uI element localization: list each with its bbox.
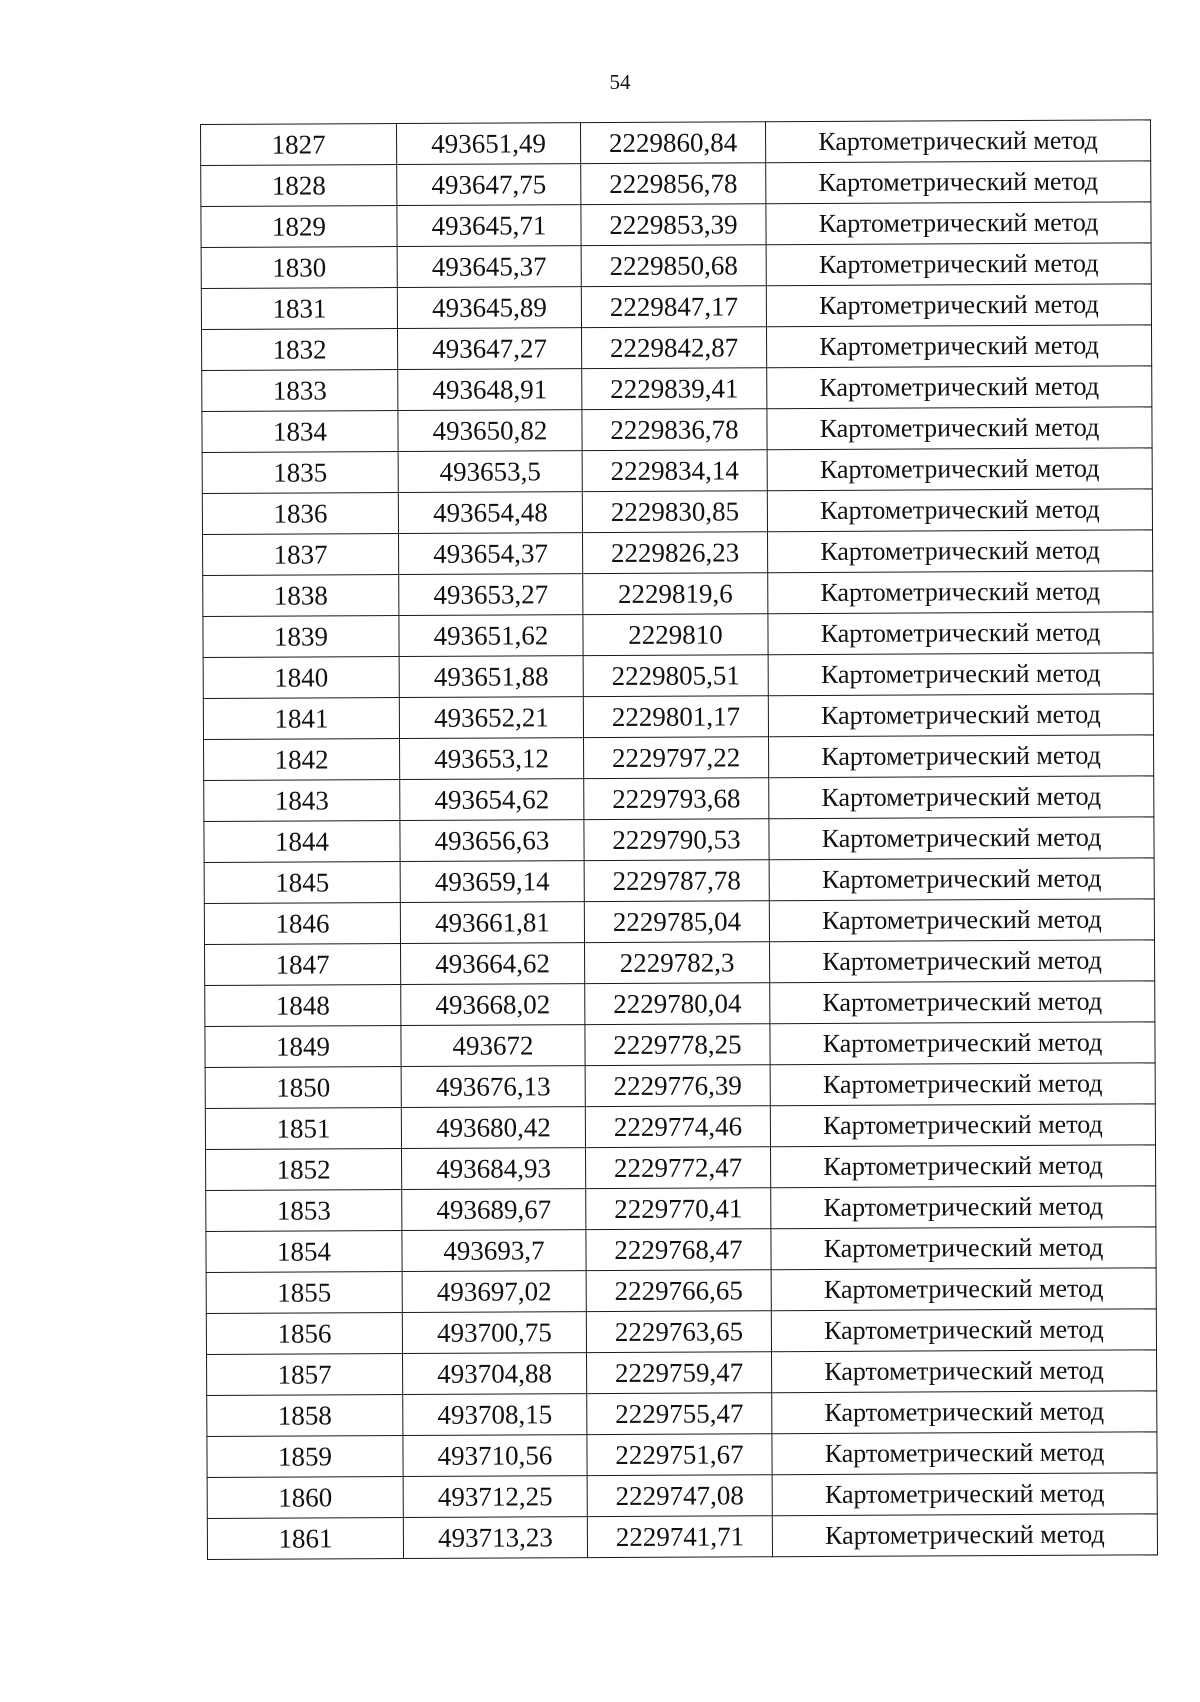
point-number-cell: 1861 (207, 1518, 403, 1560)
y-coordinate-cell: 2229768,47 (586, 1229, 771, 1271)
table-row (201, 243, 1151, 289)
point-number-cell: 1853 (206, 1190, 402, 1232)
point-number-cell: 1857 (207, 1354, 403, 1396)
method-cell: Картометрический метод (772, 1473, 1157, 1516)
method-cell: Картометрический метод (770, 1063, 1155, 1106)
y-coordinate-cell: 2229751,67 (587, 1434, 772, 1476)
x-coordinate-cell: 493651,62 (399, 615, 583, 657)
y-coordinate-cell: 2229836,78 (582, 409, 767, 451)
point-number-cell: 1836 (202, 493, 398, 535)
y-coordinate-cell: 2229842,87 (581, 327, 766, 369)
table-row (204, 776, 1154, 822)
x-coordinate-cell: 493645,37 (397, 246, 581, 288)
point-number-cell: 1831 (201, 288, 397, 330)
table-row (206, 1227, 1156, 1273)
table-row (201, 202, 1151, 248)
y-coordinate-cell: 2229772,47 (586, 1147, 771, 1189)
y-coordinate-cell: 2229830,85 (582, 491, 767, 533)
method-cell: Картометрический метод (771, 1186, 1156, 1229)
point-number-cell: 1837 (203, 534, 399, 576)
table-row (206, 1186, 1156, 1232)
point-number-cell: 1833 (202, 370, 398, 412)
table-row (202, 448, 1152, 494)
table-row (201, 161, 1151, 207)
method-cell: Картометрический метод (766, 161, 1151, 204)
point-number-cell: 1852 (206, 1149, 402, 1191)
method-cell: Картометрический метод (766, 284, 1151, 327)
table-row (204, 735, 1154, 781)
table-row (202, 366, 1152, 412)
y-coordinate-cell: 2229787,78 (584, 860, 769, 902)
method-cell: Картометрический метод (770, 1022, 1155, 1065)
method-cell: Картометрический метод (767, 489, 1152, 532)
x-coordinate-cell: 493647,27 (398, 328, 582, 370)
y-coordinate-cell: 2229770,41 (586, 1188, 771, 1230)
method-cell: Картометрический метод (769, 899, 1154, 942)
table-row (207, 1432, 1157, 1478)
x-coordinate-cell: 493672 (401, 1025, 585, 1067)
table-row (207, 1350, 1157, 1396)
x-coordinate-cell: 493650,82 (398, 410, 582, 452)
method-cell: Картометрический метод (770, 940, 1155, 983)
point-number-cell: 1860 (207, 1477, 403, 1519)
point-number-cell: 1849 (205, 1026, 401, 1068)
x-coordinate-cell: 493697,02 (402, 1271, 586, 1313)
page-number: 54 (609, 70, 631, 94)
x-coordinate-cell: 493648,91 (398, 369, 582, 411)
y-coordinate-cell: 2229805,51 (583, 655, 768, 697)
y-coordinate-cell: 2229755,47 (587, 1393, 772, 1435)
x-coordinate-cell: 493693,7 (402, 1230, 586, 1272)
y-coordinate-cell: 2229790,53 (584, 819, 769, 861)
method-cell: Картометрический метод (765, 120, 1150, 163)
method-cell: Картометрический метод (768, 694, 1153, 737)
x-coordinate-cell: 493712,25 (403, 1476, 587, 1518)
table-row (202, 325, 1152, 371)
y-coordinate-cell: 2229780,04 (585, 983, 770, 1025)
x-coordinate-cell: 493708,15 (403, 1394, 587, 1436)
y-coordinate-cell: 2229819,6 (583, 573, 768, 615)
method-cell: Картометрический метод (771, 1309, 1156, 1352)
table-row (204, 899, 1154, 945)
y-coordinate-cell: 2229810 (583, 614, 768, 656)
point-number-cell: 1830 (201, 247, 397, 289)
method-cell: Картометрический метод (767, 407, 1152, 450)
y-coordinate-cell: 2229856,78 (581, 163, 766, 205)
table-row (206, 1145, 1156, 1191)
table-row (203, 612, 1153, 658)
x-coordinate-cell: 493656,63 (400, 820, 584, 862)
point-number-cell: 1845 (204, 862, 400, 904)
table-row (205, 1063, 1155, 1109)
point-number-cell: 1838 (203, 575, 399, 617)
x-coordinate-cell: 493659,14 (400, 861, 584, 903)
y-coordinate-cell: 2229782,3 (585, 942, 770, 984)
table-row (203, 530, 1153, 576)
y-coordinate-cell: 2229776,39 (585, 1065, 770, 1107)
y-coordinate-cell: 2229759,47 (587, 1352, 772, 1394)
table-row (202, 489, 1152, 535)
table-row (207, 1514, 1157, 1560)
x-coordinate-cell: 493676,13 (401, 1066, 585, 1108)
method-cell: Картометрический метод (769, 858, 1154, 901)
x-coordinate-cell: 493710,56 (403, 1435, 587, 1477)
method-cell: Картометрический метод (766, 325, 1151, 368)
y-coordinate-cell: 2229853,39 (581, 204, 766, 246)
y-coordinate-cell: 2229847,17 (581, 286, 766, 328)
x-coordinate-cell: 493654,48 (398, 492, 582, 534)
method-cell: Картометрический метод (766, 243, 1151, 286)
y-coordinate-cell: 2229793,68 (584, 778, 769, 820)
table-row (204, 858, 1154, 904)
point-number-cell: 1835 (202, 452, 398, 494)
y-coordinate-cell: 2229834,14 (582, 450, 767, 492)
x-coordinate-cell: 493651,88 (399, 656, 583, 698)
method-cell: Картометрический метод (768, 653, 1153, 696)
method-cell: Картометрический метод (768, 612, 1153, 655)
x-coordinate-cell: 493653,12 (400, 738, 584, 780)
point-number-cell: 1828 (201, 165, 397, 207)
point-number-cell: 1848 (205, 985, 401, 1027)
point-number-cell: 1846 (204, 903, 400, 945)
point-number-cell: 1829 (201, 206, 397, 248)
method-cell: Картометрический метод (767, 366, 1152, 409)
table-row (203, 694, 1153, 740)
y-coordinate-cell: 2229785,04 (584, 901, 769, 943)
point-number-cell: 1858 (207, 1395, 403, 1437)
table-row (202, 407, 1152, 453)
coordinates-table (200, 119, 1158, 1560)
y-coordinate-cell: 2229839,41 (582, 368, 767, 410)
method-cell: Картометрический метод (772, 1350, 1157, 1393)
table-row (203, 653, 1153, 699)
method-cell: Картометрический метод (770, 981, 1155, 1024)
table-row (206, 1268, 1156, 1314)
method-cell: Картометрический метод (771, 1227, 1156, 1270)
point-number-cell: 1843 (204, 780, 400, 822)
y-coordinate-cell: 2229766,65 (586, 1270, 771, 1312)
y-coordinate-cell: 2229778,25 (585, 1024, 770, 1066)
table-row (207, 1391, 1157, 1437)
y-coordinate-cell: 2229774,46 (585, 1106, 770, 1148)
point-number-cell: 1840 (203, 657, 399, 699)
x-coordinate-cell: 493652,21 (399, 697, 583, 739)
point-number-cell: 1847 (205, 944, 401, 986)
point-number-cell: 1841 (203, 698, 399, 740)
point-number-cell: 1842 (204, 739, 400, 781)
table-row (205, 1104, 1155, 1150)
table-row (205, 1022, 1155, 1068)
y-coordinate-cell: 2229763,65 (586, 1311, 771, 1353)
x-coordinate-cell: 493684,93 (402, 1148, 586, 1190)
point-number-cell: 1859 (207, 1436, 403, 1478)
point-number-cell: 1854 (206, 1231, 402, 1273)
x-coordinate-cell: 493645,71 (397, 205, 581, 247)
table-row (206, 1309, 1156, 1355)
x-coordinate-cell: 493653,5 (398, 451, 582, 493)
method-cell: Картометрический метод (767, 448, 1152, 491)
point-number-cell: 1851 (205, 1108, 401, 1150)
method-cell: Картометрический метод (771, 1268, 1156, 1311)
table-row (205, 940, 1155, 986)
x-coordinate-cell: 493680,42 (401, 1107, 585, 1149)
y-coordinate-cell: 2229797,22 (584, 737, 769, 779)
x-coordinate-cell: 493700,75 (402, 1312, 586, 1354)
method-cell: Картометрический метод (771, 1145, 1156, 1188)
x-coordinate-cell: 493654,62 (400, 779, 584, 821)
x-coordinate-cell: 493647,75 (397, 164, 581, 206)
x-coordinate-cell: 493704,88 (403, 1353, 587, 1395)
y-coordinate-cell: 2229860,84 (580, 122, 765, 164)
x-coordinate-cell: 493651,49 (397, 123, 581, 165)
x-coordinate-cell: 493661,81 (400, 902, 584, 944)
point-number-cell: 1855 (206, 1272, 402, 1314)
x-coordinate-cell: 493689,67 (402, 1189, 586, 1231)
y-coordinate-cell: 2229801,17 (583, 696, 768, 738)
table-row (205, 981, 1155, 1027)
method-cell: Картометрический метод (769, 817, 1154, 860)
table-row (207, 1473, 1157, 1519)
method-cell: Картометрический метод (769, 735, 1154, 778)
x-coordinate-cell: 493664,62 (401, 943, 585, 985)
method-cell: Картометрический метод (768, 571, 1153, 614)
point-number-cell: 1850 (205, 1067, 401, 1109)
method-cell: Картометрический метод (770, 1104, 1155, 1147)
method-cell: Картометрический метод (772, 1514, 1157, 1557)
y-coordinate-cell: 2229826,23 (583, 532, 768, 574)
method-cell: Картометрический метод (766, 202, 1151, 245)
point-number-cell: 1827 (201, 124, 397, 166)
point-number-cell: 1834 (202, 411, 398, 453)
method-cell: Картометрический метод (767, 530, 1152, 573)
y-coordinate-cell: 2229850,68 (581, 245, 766, 287)
x-coordinate-cell: 493668,02 (401, 984, 585, 1026)
x-coordinate-cell: 493654,37 (399, 533, 583, 575)
x-coordinate-cell: 493645,89 (397, 287, 581, 329)
x-coordinate-cell: 493653,27 (399, 574, 583, 616)
method-cell: Картометрический метод (772, 1432, 1157, 1475)
point-number-cell: 1844 (204, 821, 400, 863)
table-row (201, 120, 1151, 166)
x-coordinate-cell: 493713,23 (403, 1517, 587, 1559)
table-row (201, 284, 1151, 330)
table-row (204, 817, 1154, 863)
method-cell: Картометрический метод (772, 1391, 1157, 1434)
point-number-cell: 1832 (202, 329, 398, 371)
y-coordinate-cell: 2229741,71 (587, 1516, 772, 1558)
y-coordinate-cell: 2229747,08 (587, 1475, 772, 1517)
table-row (203, 571, 1153, 617)
method-cell: Картометрический метод (769, 776, 1154, 819)
table-body (201, 120, 1158, 1560)
point-number-cell: 1856 (206, 1313, 402, 1355)
point-number-cell: 1839 (203, 616, 399, 658)
